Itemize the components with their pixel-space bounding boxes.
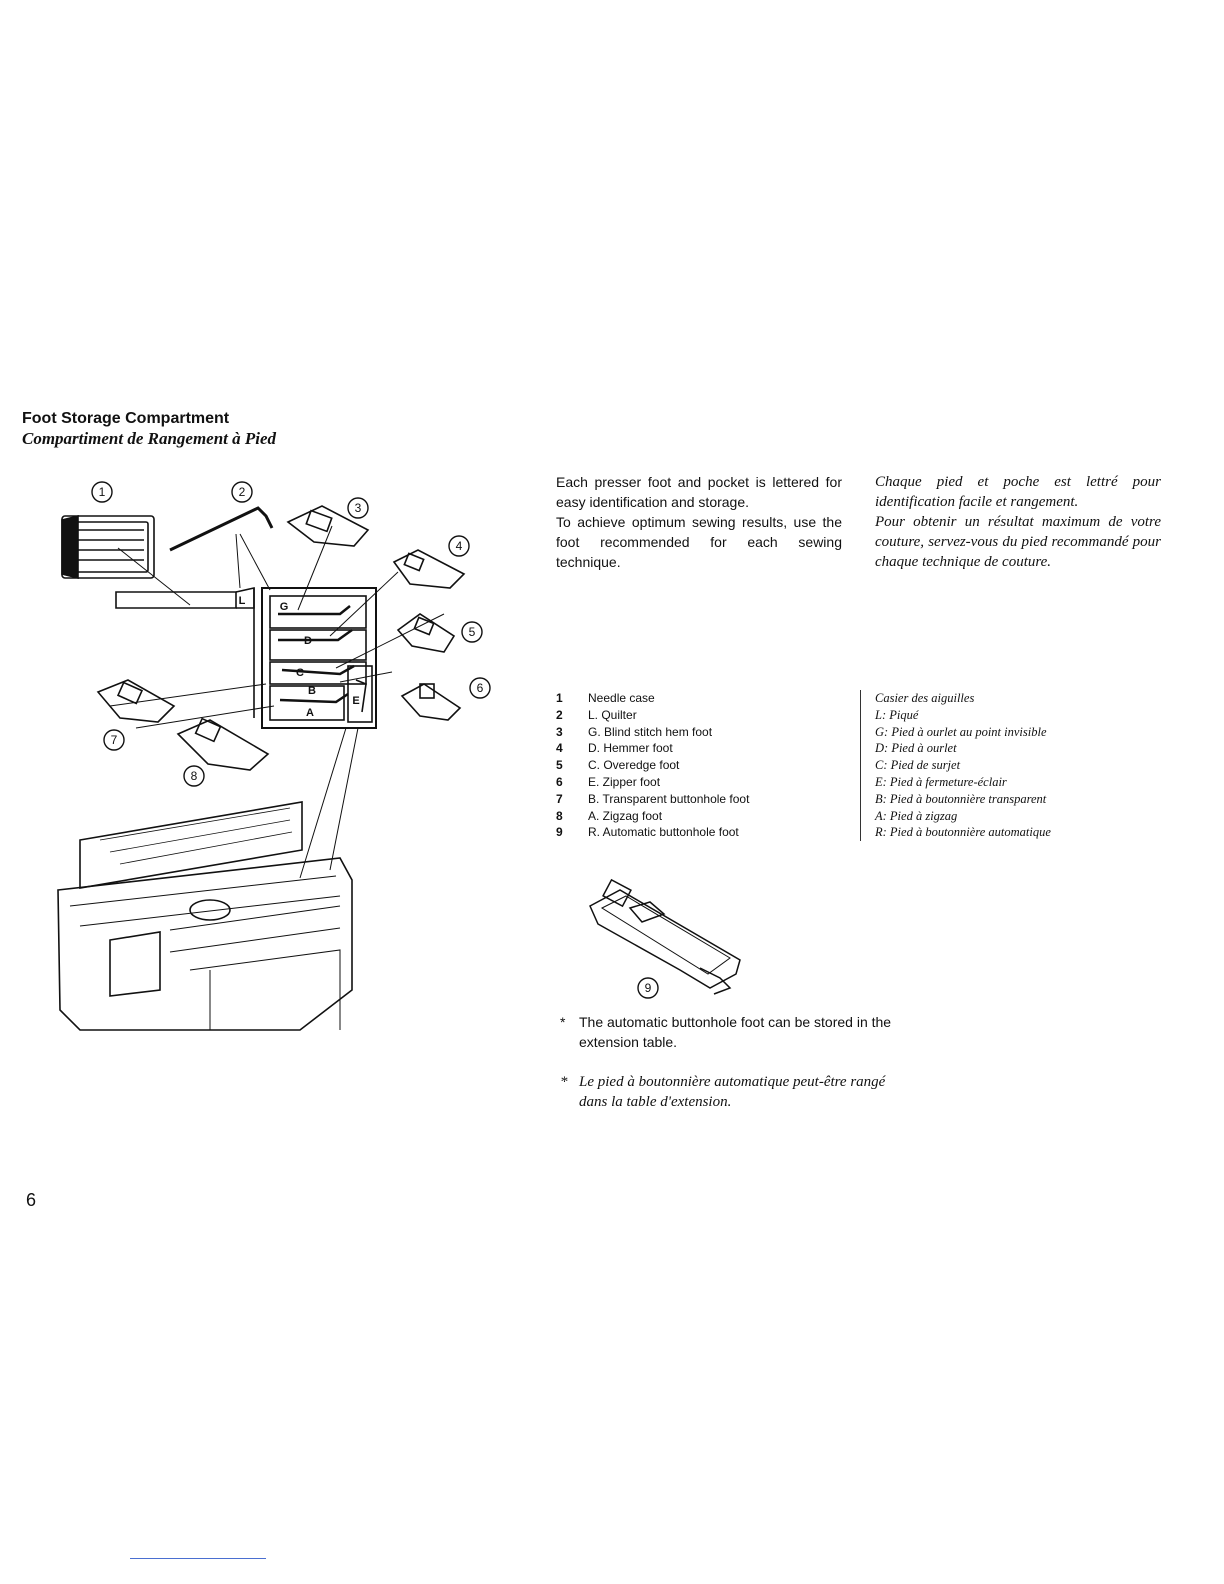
svg-text:1: 1	[98, 485, 106, 499]
page-number: 6	[26, 1190, 37, 1210]
list-item: 5 C. Overedge foot	[556, 758, 680, 773]
storage-tray-drawing	[116, 588, 376, 728]
list-item: D: Pied à ourlet	[875, 741, 957, 756]
presser-foot-drawing-8	[178, 719, 268, 770]
list-item: R: Pied à boutonnière automatique	[875, 825, 1051, 840]
callout-2	[232, 482, 252, 502]
svg-text:4: 4	[455, 539, 463, 553]
list-item: B: Pied à boutonnière transparent	[875, 791, 1047, 806]
slot-letter-g: G	[279, 601, 289, 613]
list-item: G: Pied à ourlet au point invisible	[875, 724, 1047, 739]
callout-7	[104, 730, 124, 750]
intro-fr-paragraph-1: Chaque pied et poche est lettré pour identification facile et rangement.	[875, 474, 1161, 510]
note-asterisk: *	[560, 1074, 568, 1090]
slot-letter-d: D	[304, 635, 312, 647]
slot-letter-c: C	[296, 667, 304, 679]
slot-letter-l: L	[238, 595, 246, 607]
intro-en-paragraph-2: To achieve optimum sewing results, use the foot recommended for each sewing technique.	[556, 514, 842, 570]
note-text-fr: Le pied à boutonnière automatique peut-être rangé dans la table d'extension.	[579, 1074, 886, 1110]
quilter-drawing	[170, 508, 272, 550]
list-item: 3 G. Blind stitch hem foot	[556, 724, 713, 739]
list-item: 9 R. Automatic buttonhole foot	[556, 825, 739, 840]
presser-foot-drawing-6	[402, 684, 460, 720]
list-item: 4 D. Hemmer foot	[556, 741, 673, 756]
note-asterisk: *	[560, 1014, 566, 1030]
foot-storage-illustration	[40, 470, 510, 1050]
list-item: E: Pied à fermeture-éclair	[875, 774, 1007, 789]
slot-letter-a: A	[306, 707, 314, 719]
list-item: 7 B. Transparent buttonhole foot	[556, 791, 750, 806]
svg-text:8: 8	[190, 769, 198, 783]
parts-list-fr	[860, 690, 1175, 841]
callout-1	[92, 482, 112, 502]
callout-8	[184, 766, 204, 786]
storage-note-en	[560, 1012, 900, 1052]
list-item: 2 L. Quilter	[556, 707, 637, 722]
footer-divider	[130, 1558, 266, 1559]
svg-text:6: 6	[476, 681, 484, 695]
slot-letter-e: E	[352, 695, 360, 707]
svg-text:7: 7	[110, 733, 118, 747]
svg-text:2: 2	[238, 485, 246, 499]
callout-4	[449, 536, 469, 556]
intro-en-paragraph-1: Each presser foot and pocket is lettered for easy identification and storage.	[556, 474, 842, 510]
svg-text:9: 9	[644, 981, 652, 995]
storage-note-fr	[560, 1072, 900, 1112]
list-item: A: Pied à zigzag	[875, 808, 958, 823]
intro-fr-paragraph-2: Pour obtenir un résultat maximum de votre couture, servez-vous du pied recommandé pour chaque technique de couture.	[875, 514, 1161, 570]
section-title-en: Foot Storage Compartment	[22, 410, 230, 427]
list-item: L: Piqué	[875, 707, 919, 722]
section-title-fr: Compartiment de Rangement à Pied	[22, 429, 277, 448]
list-item: Casier des aiguilles	[875, 691, 975, 705]
buttonhole-foot-illustration	[580, 878, 760, 1003]
svg-text:5: 5	[468, 625, 476, 639]
svg-text:3: 3	[354, 501, 362, 515]
callout-6	[470, 678, 490, 698]
callout-9	[638, 978, 658, 998]
list-item: 1 Needle case	[556, 691, 655, 705]
needle-case-drawing	[62, 516, 154, 578]
list-item: 8 A. Zigzag foot	[556, 808, 663, 823]
list-item: C: Pied de surjet	[875, 758, 961, 773]
presser-foot-drawing-4	[394, 550, 464, 588]
callout-3	[348, 498, 368, 518]
list-item: 6 E. Zipper foot	[556, 774, 661, 789]
sewing-machine-drawing	[58, 802, 352, 1030]
callout-5	[462, 622, 482, 642]
presser-foot-drawing-7	[98, 680, 174, 722]
slot-letter-b: B	[308, 685, 316, 697]
parts-list-en	[556, 690, 856, 841]
note-text-en: The automatic buttonhole foot can be stored in the extension table.	[579, 1014, 892, 1050]
